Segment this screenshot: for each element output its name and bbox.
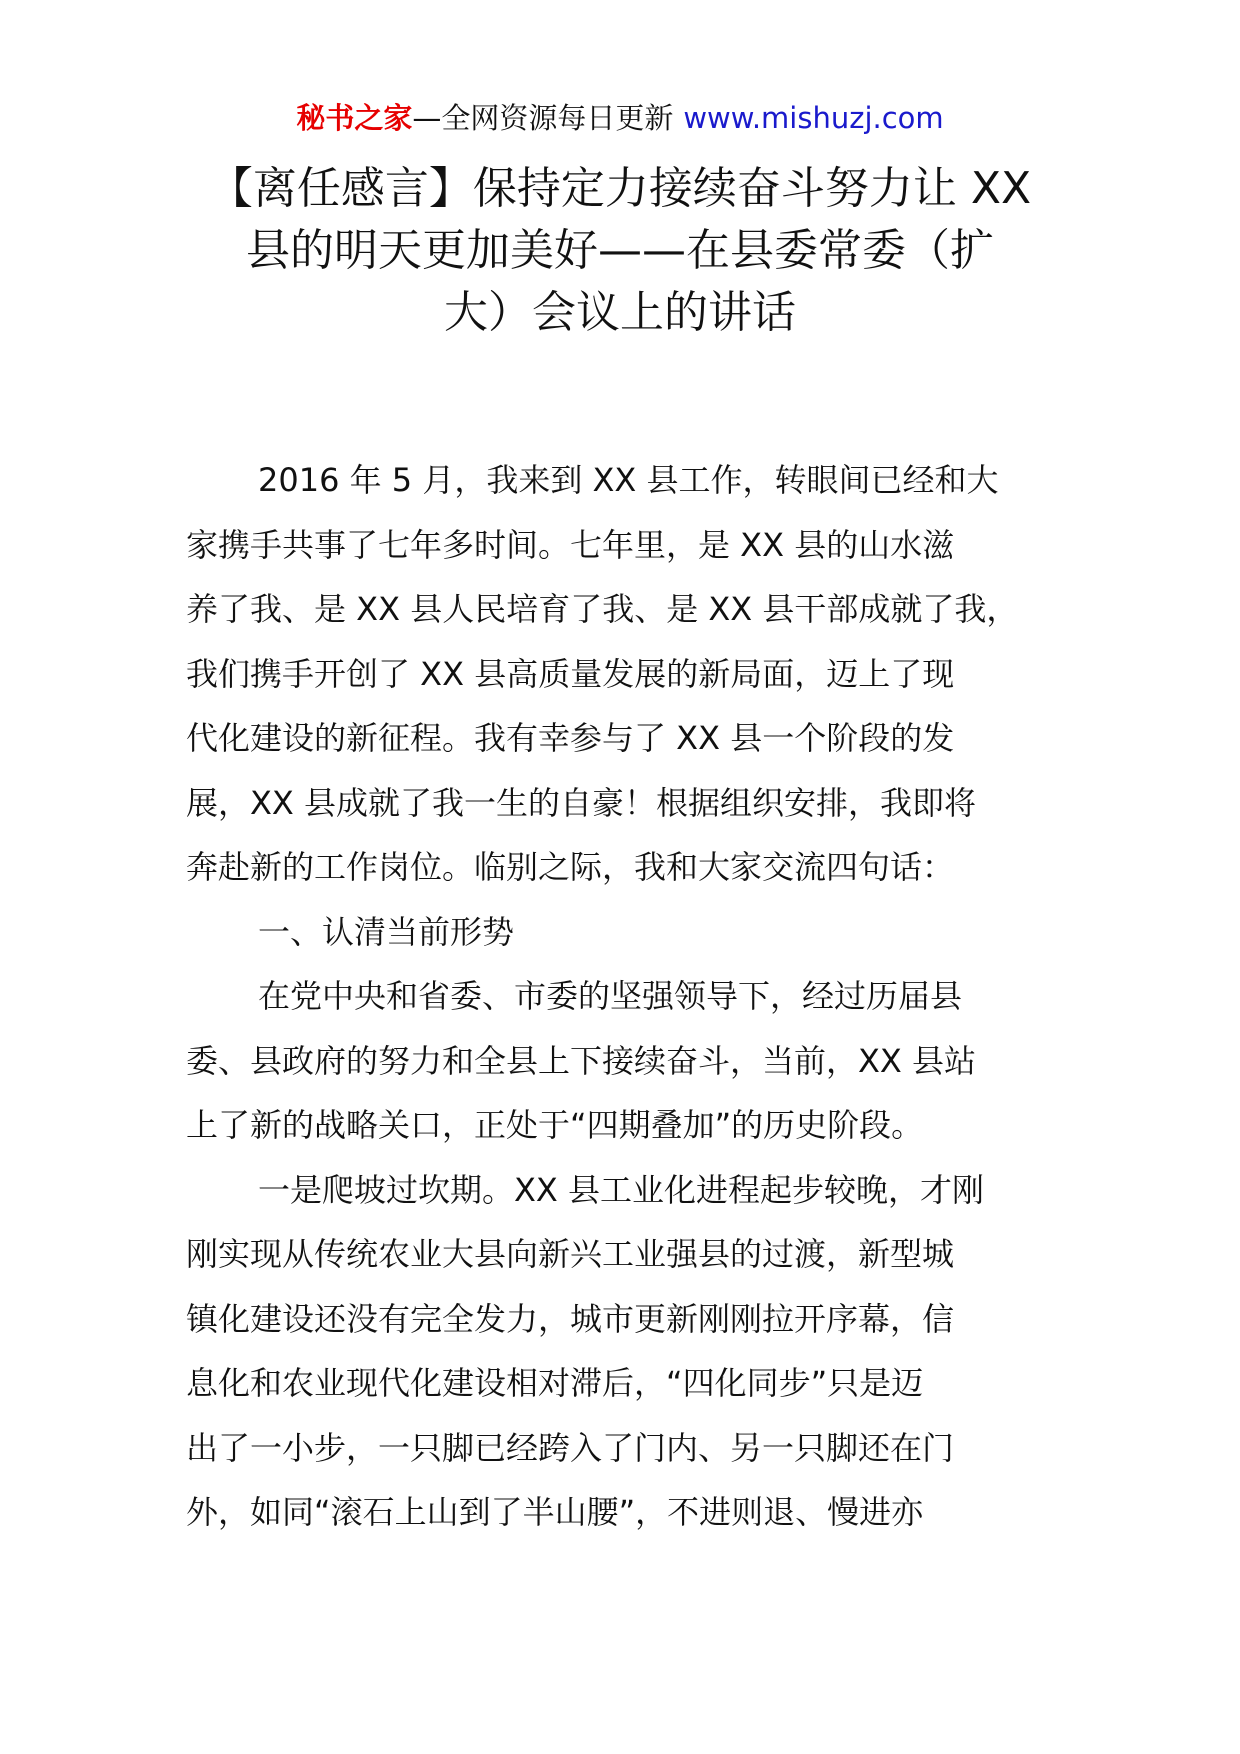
paragraph-line: 在党中央和省委、市委的坚强领导下，经过历届县	[258, 977, 963, 1015]
brand-name: 秘书之家	[296, 101, 413, 135]
section-heading: 一、认清当前形势	[258, 912, 515, 951]
title-line: 【离任感言】保持定力接续奋斗努力让 XX	[208, 163, 1032, 214]
paragraph-line: 养了我、是 XX 县人民培育了我、是 XX 县干部成就了我，	[186, 590, 1019, 628]
paragraph-line: 代化建设的新征程。我有幸参与了 XX 县一个阶段的发	[186, 719, 955, 757]
paragraph-line: 刚实现从传统农业大县向新兴工业强县的过渡，新型城	[186, 1235, 955, 1273]
document-title	[200, 158, 1040, 344]
document-body	[186, 448, 1066, 1545]
header-tagline: —全网资源每日更新	[412, 101, 674, 135]
title-line: 大）会议上的讲话	[444, 287, 796, 338]
title-line: 县的明天更加美好——在县委常委（扩	[246, 225, 994, 276]
paragraph-line: 出了一小步，一只脚已经跨入了门内、另一只脚还在门	[186, 1428, 955, 1467]
paragraph-line: 息化和农业现代化建设相对滞后，“四化同步”只是迈	[186, 1364, 924, 1402]
paragraph-line: 奔赴新的工作岗位。临别之际，我和大家交流四句话：	[186, 848, 955, 886]
paragraph-line: 委、县政府的努力和全县上下接续奋斗，当前，XX 县站	[186, 1041, 977, 1080]
paragraph-line: 2016 年 5 月，我来到 XX 县工作，转眼间已经和大	[258, 461, 999, 499]
paragraph-line: 外，如同“滚石上山到了半山腰”，不进则退、慢进亦	[186, 1493, 924, 1531]
paragraph-line: 一是爬坡过坎期。XX 县工业化进程起步较晚，才刚	[258, 1170, 985, 1209]
paragraph-line: 家携手共事了七年多时间。七年里，是 XX 县的山水滋	[186, 525, 955, 564]
paragraph-line: 展，XX 县成就了我一生的自豪！根据组织安排，我即将	[186, 783, 977, 822]
paragraph-line: 我们携手开创了 XX 县高质量发展的新局面，迈上了现	[186, 654, 955, 693]
site-url-link[interactable]: www.mishuzj.com	[683, 101, 944, 135]
site-header	[0, 98, 1240, 138]
paragraph-line: 镇化建设还没有完全发力，城市更新刚刚拉开序幕，信	[186, 1299, 955, 1338]
paragraph-line: 上了新的战略关口，正处于“四期叠加”的历史阶段。	[186, 1106, 924, 1144]
